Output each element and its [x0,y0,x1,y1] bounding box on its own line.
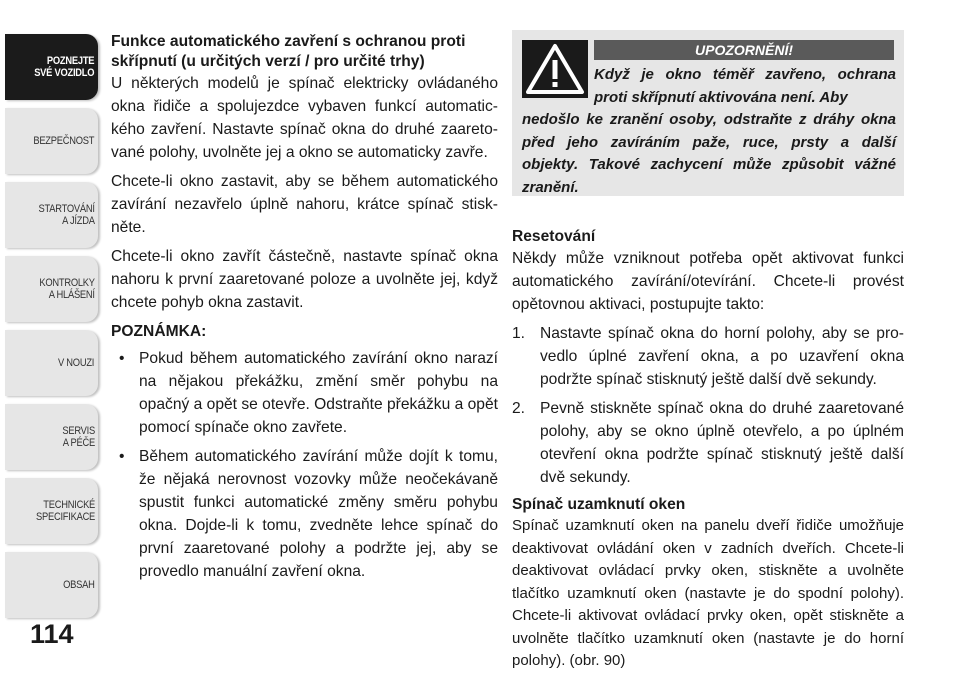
warning-text [522,64,896,199]
paragraph: Někdy může vzniknout potřeba opět aktivovat funkci automatického zavírání/otevírání. Chcete-li provést opětovnou aktivaci, postupujte takto: [512,250,904,313]
tab-label: SERVIS A PÉČE [61,425,95,449]
tab-label: POZNEJTE SVÉ VOZIDLO [34,55,95,79]
tab-label: STARTOVÁNÍ A JÍZDA [38,203,95,227]
left-column [111,32,498,589]
list-item [512,322,904,391]
note-list [111,347,498,583]
tab-poznejte-sve-vozidlo[interactable] [5,34,98,100]
tab-label: KONTROLKY A HLÁŠENÍ [39,277,95,301]
tab-v-nouzi[interactable] [5,330,98,396]
list-item: • Během automatického zavírání může dojít k tomu, že nějaká nerovnost vozovky může neočekávaně spustit funkci automatické změny směru pohybu okna. Dojde-li k tomu, zvedněte lehce spínač do první zaaretované polohy a podržte jej, aby se provedlo manuální zavření okna. [111,445,498,583]
warning-title: UPOZORNĚNÍ! [594,40,894,60]
section-heading: Resetování [512,228,596,245]
tab-startovani-a-jizda[interactable] [5,182,98,248]
warning-text-first: Když je okno téměř zavřeno, ochrana proti skřípnutí aktivována není. Aby [594,66,896,106]
paragraph: Chcete-li okno zastavit, aby se během automatického zavírání nezavřelo úplně nahoru, krátce spínač stisk-něte. [111,173,498,236]
step-text: Nastavte spínač okna do horní polohy, aby se pro-vedlo úplné zavření okna, a po uzavření okna podržte spínač stisknutý ještě další dvě sekundy. [540,325,904,388]
note-title: POZNÁMKA: [111,323,207,340]
warning-box [512,30,904,196]
tab-label: V NOUZI [58,357,95,369]
tab-technicke-specifikace[interactable] [5,478,98,544]
paragraph: Spínač uzamknutí oken na panelu dveří řidiče umožňuje deaktivovat ovládání oken v zadních dveřích. Chcete-li deaktivovat ovládací prvky oken, stiskněte a uvolněte tlačítko uzamknutí oken (nastavte je do spodní polohy). Chcete-li aktivovat ovládací prvky oken, opět stiskněte a uvolněte tlačítko uzamknutí oken (nastavte je do horní polohy). (obr. 90) [512,517,904,669]
tab-kontrolky-a-hlaseni[interactable] [5,256,98,322]
paragraph: U některých modelů je spínač elektricky ovládaného okna řidiče a spolujezdce vybaven funkcí automatic-kého zavření. Nastavte spínač okna do druhé zaareto-vané polohy, uvolněte jej a okno se automaticky zavře. [111,75,498,161]
step-number: 2. [512,400,526,417]
page-number: 114 [30,619,74,649]
tab-servis-a-pece[interactable] [5,404,98,470]
step-number: 1. [512,325,526,342]
list-item: • Pokud během automatického zavírání okno narazí na nějakou překážku, změní směr pohybu na opačný a opět se otevře. Odstraňte překážku a opět pomocí spínače okno zavřete. [111,347,498,439]
tab-label: TECHNICKÉ SPECIFIKACE [35,499,95,523]
step-text: Pevně stiskněte spínač okna do druhé zaaretované polohy, aby se okno úplně otevřelo, a po úplném otevření okna podržte spínač stisknutý ještě další dvě sekundy. [540,400,904,486]
section-heading: Funkce automatického zavření s ochranou proti skřípnutí (u určitých verzí / pro určité trhy) [111,33,466,70]
warning-text-rest: nedošlo ke zranění osoby, odstraňte z dráhy okna před jeho zavíráním paže, ruce, prsty a další objekty. Takové zachycení může způsobit vážné zranění. [522,111,896,196]
tab-label: OBSAH [63,579,95,591]
tab-obsah[interactable] [5,552,98,618]
list-item [512,397,904,489]
tab-label: BEZPEČNOST [33,135,95,147]
right-column [512,227,904,679]
section-heading: Spínač uzamknutí oken [512,496,686,513]
tab-bezpecnost[interactable] [5,108,98,174]
steps-list [512,322,904,489]
paragraph: Chcete-li okno zavřít částečně, nastavte spínač okna nahoru k první zaaretované poloze a uvolněte jej, když chcete pohyb okna zastavit. [111,248,498,311]
